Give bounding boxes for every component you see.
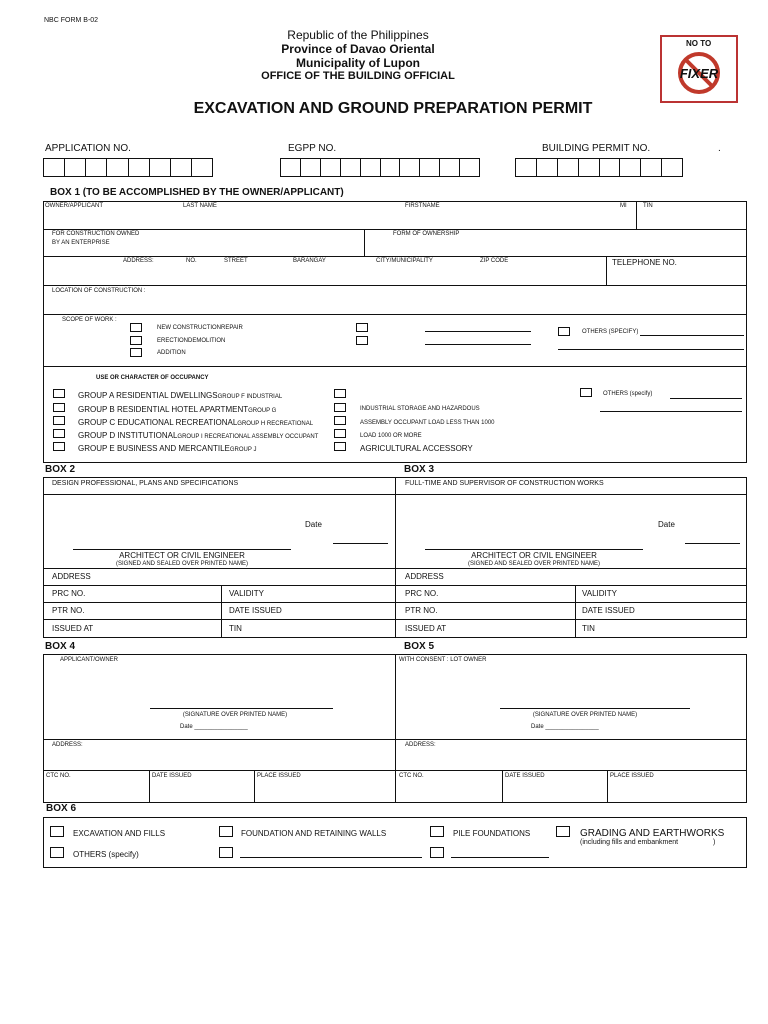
box3-engineer-label: ARCHITECT OR CIVIL ENGINEER <box>471 551 597 560</box>
group-g-checkbox[interactable] <box>334 403 346 412</box>
box5-address-label: ADDRESS: <box>405 742 436 748</box>
foundation-label: FOUNDATION AND RETAINING WALLS <box>241 829 387 838</box>
box4-signature-label: (SIGNATURE OVER PRINTED NAME) <box>182 712 288 718</box>
grading-paren: ) <box>713 839 716 846</box>
pile-checkbox[interactable] <box>430 826 444 837</box>
box2-ptr-label: PTR NO. <box>52 606 85 615</box>
telephone-label: TELEPHONE NO. <box>612 258 677 267</box>
scope-others-checkbox[interactable] <box>558 327 570 336</box>
box4-ctc-label: CTC NO. <box>46 773 71 779</box>
box3-address-label: ADDRESS <box>405 572 444 581</box>
box4-title: BOX 4 <box>45 641 76 652</box>
other-checkbox-3[interactable] <box>430 847 444 858</box>
header-line-republic: Republic of the Philippines <box>287 28 429 42</box>
agricultural-checkbox[interactable] <box>334 442 346 451</box>
box3-title: BOX 3 <box>404 464 435 475</box>
scope-item-2: ERECTIONDEMOLITION <box>157 338 226 344</box>
other-checkbox-2[interactable] <box>219 847 233 858</box>
box5-ctc-label: CTC NO. <box>399 773 424 779</box>
box5-date-label: Date ________________ <box>531 724 599 730</box>
box2-date-issued-label: DATE ISSUED <box>229 606 282 615</box>
box2-validity-label: VALIDITY <box>229 589 264 598</box>
use-others-checkbox[interactable] <box>580 388 592 397</box>
scope-item-1: NEW CONSTRUCTIONREPAIR <box>157 325 243 331</box>
group-a-checkbox[interactable] <box>53 389 65 398</box>
box2-issued-at-label: ISSUED AT <box>52 624 94 633</box>
form-code: NBC FORM B-02 <box>44 17 99 24</box>
zip-label: ZIP CODE <box>480 258 509 264</box>
group-b-label: GROUP B RESIDENTIAL HOTEL APARTMENTGROUP G <box>78 405 277 414</box>
excavation-checkbox[interactable] <box>50 826 64 837</box>
group-c-checkbox[interactable] <box>53 416 65 425</box>
mi-label: MI <box>620 203 627 209</box>
egpp-no-label: EGPP NO. <box>288 143 337 154</box>
box3-tin-label: TIN <box>582 624 595 633</box>
assembly-less-label: ASSEMBLY OCCUPANT LOAD LESS THAN 1000 <box>360 420 495 426</box>
header-line-office: OFFICE OF THE BUILDING OFFICIAL <box>261 70 455 82</box>
box3-date-issued-label: DATE ISSUED <box>582 606 635 615</box>
last-name-label: LAST NAME <box>183 203 217 209</box>
group-a-label: GROUP A RESIDENTIAL DWELLINGSGROUP F INDUSTRIAL <box>78 391 283 400</box>
box2-prc-label: PRC NO. <box>52 589 86 598</box>
box2-signed-label: (SIGNED AND SEALED OVER PRINTED NAME) <box>115 561 249 567</box>
application-no-field[interactable] <box>43 158 213 177</box>
application-no-label: APPLICATION NO. <box>45 143 131 154</box>
box3-prc-label: PRC NO. <box>405 589 439 598</box>
group-d-label: GROUP D INSTITUTIONALGROUP I RECREATIONAL ASSEMBLY OCCUPANT <box>78 431 319 440</box>
agricultural-label: AGRICULTURAL ACCESSORY <box>360 444 473 453</box>
group-h-checkbox[interactable] <box>334 416 346 425</box>
box6-title: BOX 6 <box>46 803 77 814</box>
addition-checkbox[interactable] <box>130 348 142 357</box>
box3-heading: FULL-TIME AND SUPERVISOR OF CONSTRUCTION WORKS <box>405 480 604 487</box>
box2-heading: DESIGN PROFESSIONAL, PLANS AND SPECIFICATIONS <box>52 480 239 487</box>
scope-checkbox-4[interactable] <box>356 323 368 332</box>
others-label: OTHERS (specify) <box>73 850 139 859</box>
header-line-province: Province of Davao Oriental <box>281 42 435 56</box>
box5-place-issued-label: PLACE ISSUED <box>610 773 654 779</box>
grading-sub-label: (including fills and embankment <box>580 839 679 846</box>
box4-heading: APPLICANT/OWNER <box>60 657 119 663</box>
building-permit-no-field[interactable] <box>515 158 683 177</box>
dot-mark: . <box>718 143 721 154</box>
group-f-checkbox[interactable] <box>334 389 346 398</box>
logo-top-text: NO TO <box>686 39 712 48</box>
scope-item-3: ADDITION <box>157 350 186 356</box>
box2-date-label: Date <box>305 520 322 529</box>
industrial-storage-label: INDUSTRIAL STORAGE AND HAZARDOUS <box>360 406 480 412</box>
load-more-label: LOAD 1000 OR MORE <box>360 433 422 439</box>
box2-engineer-label: ARCHITECT OR CIVIL ENGINEER <box>119 551 245 560</box>
address-label: ADDRESS: <box>123 258 154 264</box>
box3-issued-at-label: ISSUED AT <box>405 624 447 633</box>
pile-label: PILE FOUNDATIONS <box>453 829 531 838</box>
box2-address-label: ADDRESS <box>52 572 91 581</box>
group-b-checkbox[interactable] <box>53 403 65 412</box>
location-label: LOCATION OF CONSTRUCTION : <box>52 288 146 294</box>
box2-title: BOX 2 <box>45 464 76 475</box>
grading-checkbox[interactable] <box>556 826 570 837</box>
tin-label: TIN <box>643 203 653 209</box>
owner-applicant-label: OWNER/APPLICANT <box>45 203 104 209</box>
group-e-checkbox[interactable] <box>53 442 65 451</box>
page-title: EXCAVATION AND GROUND PREPARATION PERMIT <box>193 100 593 117</box>
box5-heading: WITH CONSENT : LOT OWNER <box>399 657 487 663</box>
box3-ptr-label: PTR NO. <box>405 606 438 615</box>
egpp-no-field[interactable] <box>280 158 480 177</box>
new-construction-checkbox[interactable] <box>130 323 142 332</box>
for-construction-label: FOR CONSTRUCTION OWNED <box>52 231 140 237</box>
box4-date-label: Date ________________ <box>180 724 248 730</box>
no-label: NO. <box>186 258 197 264</box>
box4-date-issued-label: DATE ISSUED <box>152 773 192 779</box>
foundation-checkbox[interactable] <box>219 826 233 837</box>
scope-others-label: OTHERS (SPECIFY) <box>582 329 639 335</box>
others-checkbox[interactable] <box>50 847 64 858</box>
box2-tin-label: TIN <box>229 624 242 633</box>
group-d-checkbox[interactable] <box>53 429 65 438</box>
group-i-checkbox[interactable] <box>334 429 346 438</box>
building-permit-no-label: BUILDING PERMIT NO. <box>542 143 651 154</box>
excavation-label: EXCAVATION AND FILLS <box>73 829 166 838</box>
box5-signature-label: (SIGNATURE OVER PRINTED NAME) <box>532 712 638 718</box>
first-name-label: FIRSTNAME <box>405 203 440 209</box>
logo-word: FIXER <box>679 66 719 81</box>
box5-date-issued-label: DATE ISSUED <box>505 773 545 779</box>
box1-title: BOX 1 (TO BE ACCOMPLISHED BY THE OWNER/APPLICANT) <box>50 187 344 198</box>
box3-validity-label: VALIDITY <box>582 589 617 598</box>
box3-signed-label: (SIGNED AND SEALED OVER PRINTED NAME) <box>467 561 601 567</box>
street-label: STREET <box>224 258 248 264</box>
use-others-label: OTHERS (specify) <box>603 391 653 397</box>
group-c-label: GROUP C EDUCATIONAL RECREATIONALGROUP H RECREATIONAL <box>78 418 314 427</box>
use-occupancy-title: USE OR CHARACTER OF OCCUPANCY <box>96 375 209 381</box>
group-e-label: GROUP E BUSINESS AND MERCANTILEGROUP J <box>78 444 257 453</box>
no-fixer-icon <box>662 49 736 101</box>
box4-address-label: ADDRESS: <box>52 742 83 748</box>
barangay-label: BARANGAY <box>293 258 326 264</box>
form-of-ownership-label: FORM OF OWNERSHIP <box>393 231 460 237</box>
box4-place-issued-label: PLACE ISSUED <box>257 773 301 779</box>
erection-checkbox[interactable] <box>130 336 142 345</box>
no-to-fixer-logo <box>660 35 738 103</box>
scope-label: SCOPE OF WORK : <box>62 317 117 323</box>
city-label: CITY/MUNICIPALITY <box>376 258 433 264</box>
box5-title: BOX 5 <box>404 641 435 652</box>
grading-label: GRADING AND EARTHWORKS <box>580 828 725 839</box>
header-line-municipality: Municipality of Lupon <box>296 56 420 70</box>
box3-date-label: Date <box>658 520 675 529</box>
by-enterprise-label: BY AN ENTERPRISE <box>52 240 110 246</box>
scope-checkbox-5[interactable] <box>356 336 368 345</box>
